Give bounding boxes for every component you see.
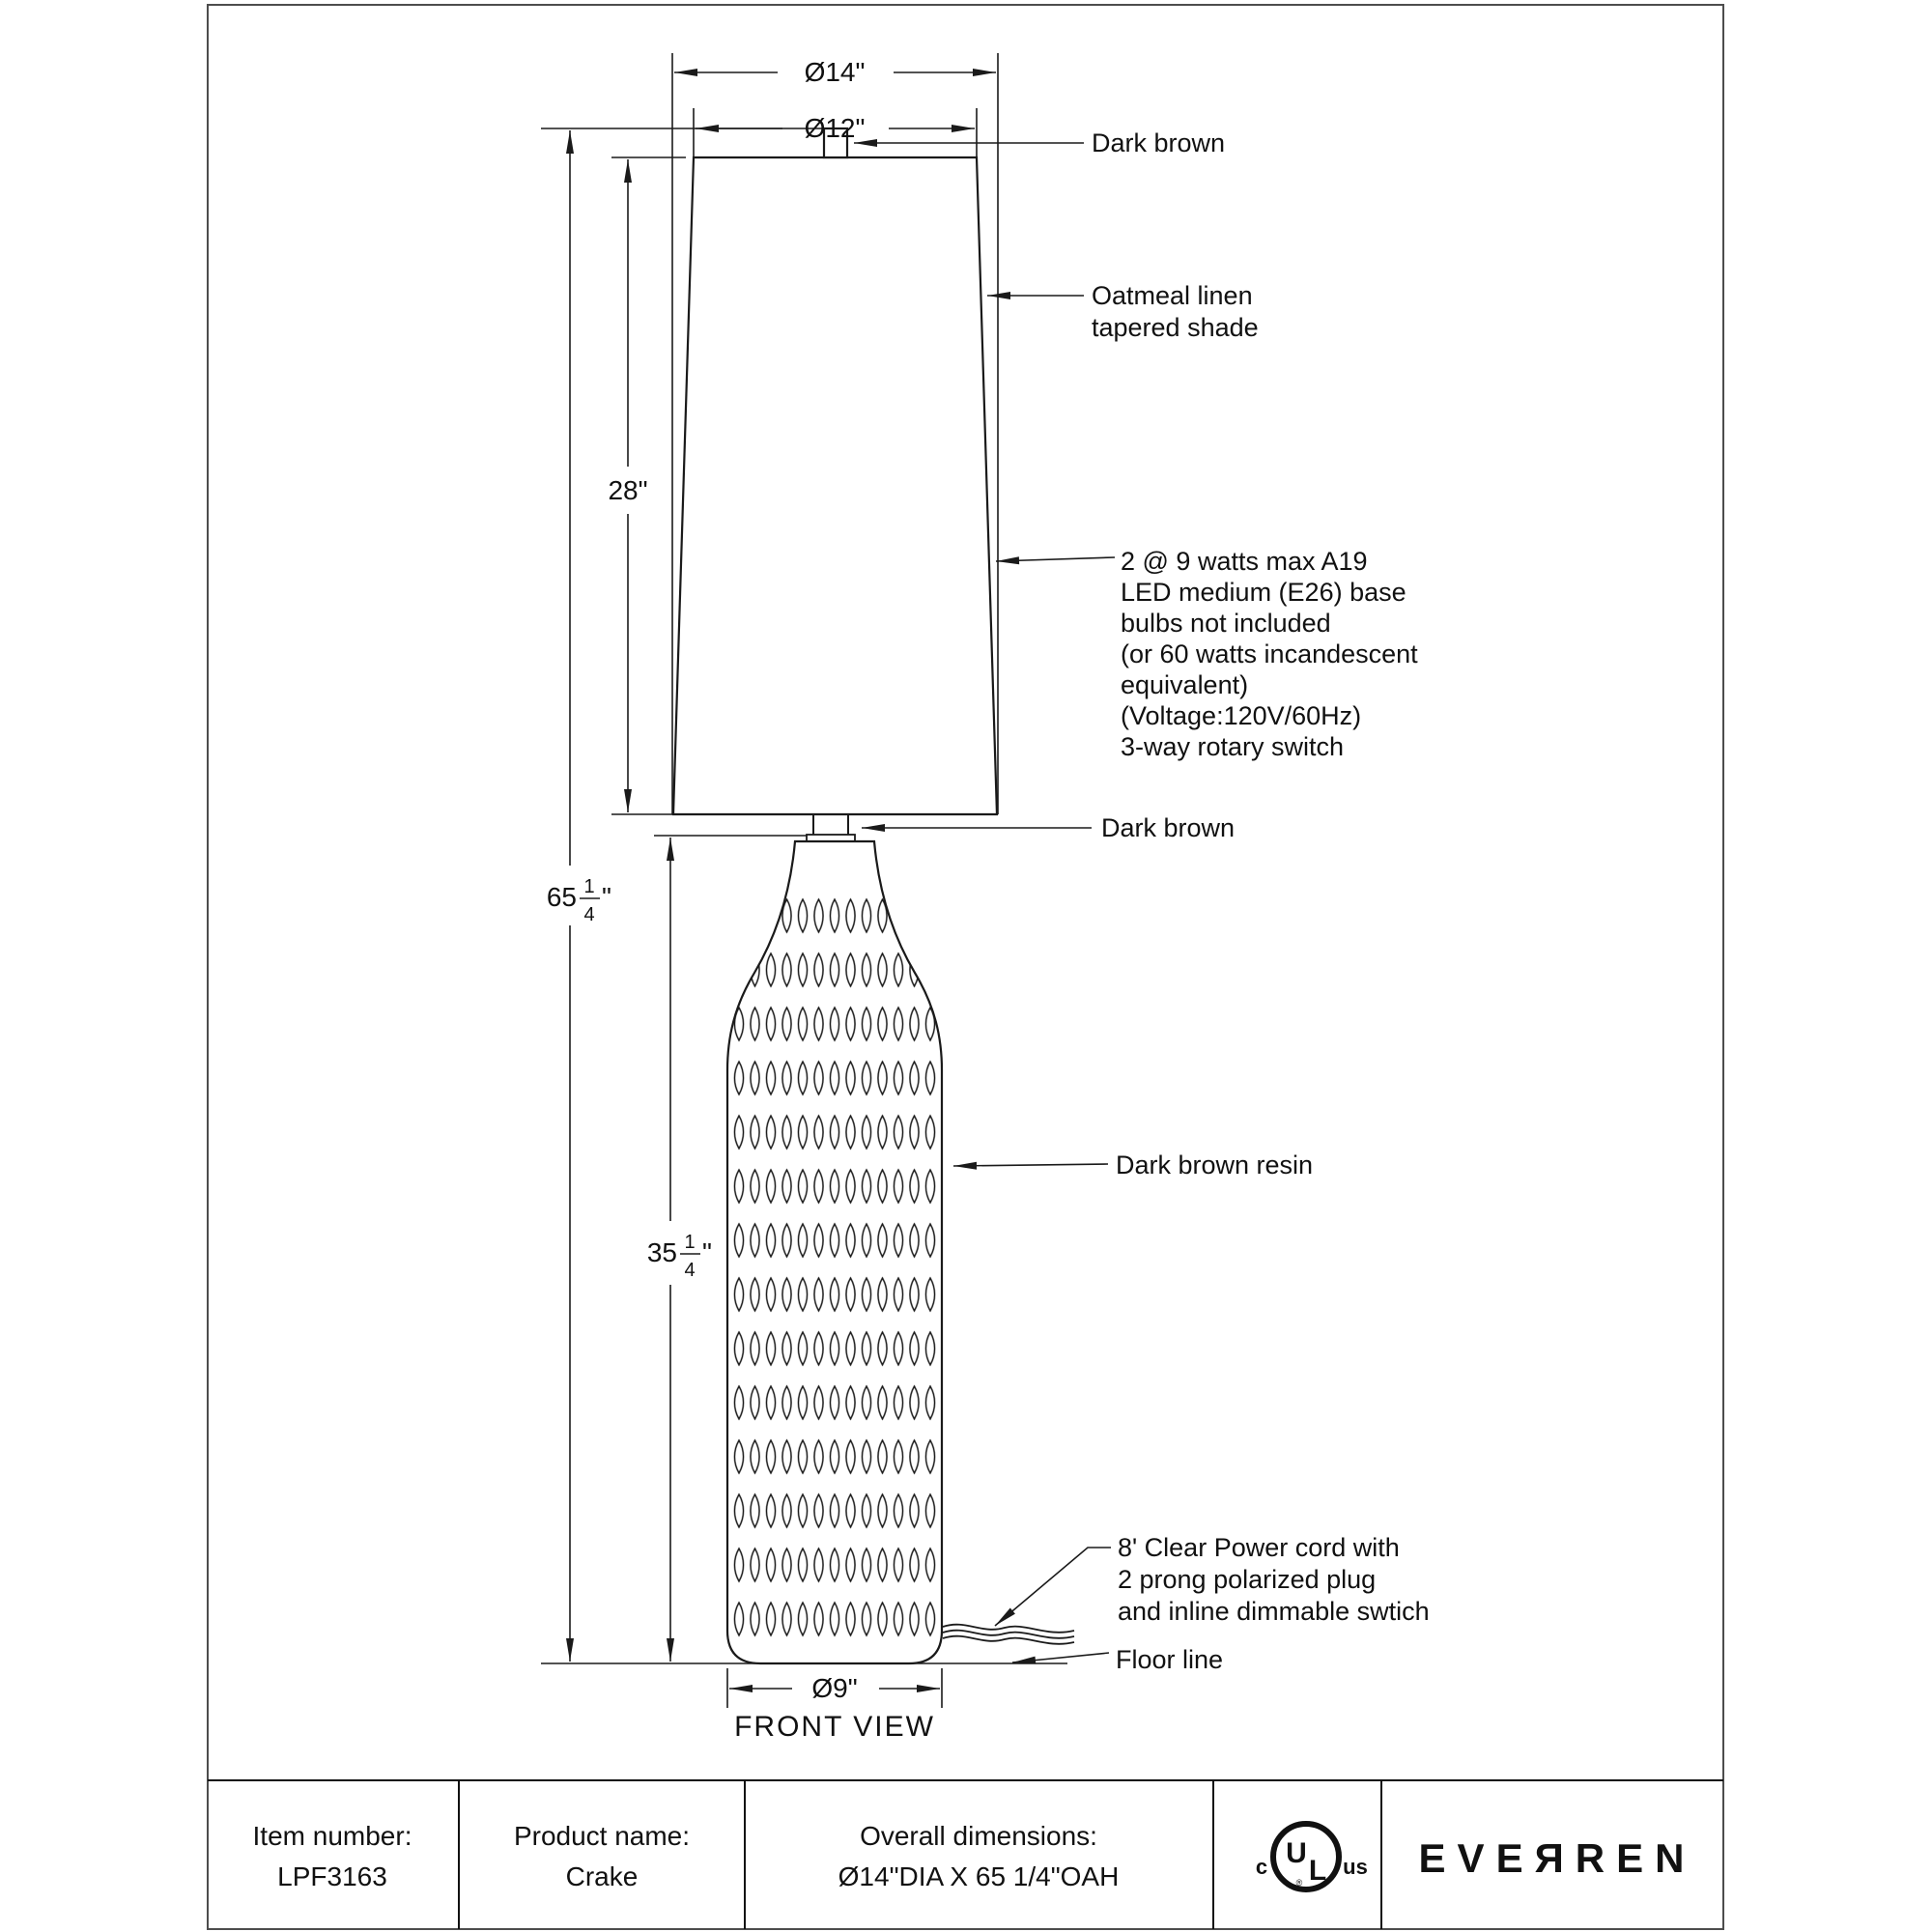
brand-wordmark: EVEЯREN [1418, 1835, 1696, 1881]
lamp-front-view [541, 53, 1115, 1708]
annotation-cord-line-2: and inline dimmable swtich [1118, 1597, 1430, 1626]
front-view-caption: FRONT VIEW [734, 1711, 935, 1743]
annotation-cord-line-1: 2 prong polarized plug [1118, 1565, 1377, 1594]
ul-certification-icon [1256, 1824, 1368, 1889]
ul-mark-u: U [1286, 1837, 1307, 1869]
annotation-cord-line-0: 8' Clear Power cord with [1118, 1533, 1400, 1562]
annotation-shade-line-1: tapered shade [1092, 313, 1259, 342]
product-name-value: Crake [565, 1861, 639, 1891]
annotation-bulb-line-6: 3-way rotary switch [1121, 732, 1345, 761]
annotation-shade-line-0: Oatmeal linen [1092, 281, 1253, 310]
overall-dimensions-value: Ø14"DIA X 65 1/4"OAH [838, 1861, 1120, 1891]
lamp-body [715, 841, 956, 1663]
lamp-shade [673, 157, 997, 814]
dim-overall-height-whole: 65 [546, 882, 577, 912]
dim-body-height [647, 1232, 712, 1281]
dim-overall-height [547, 876, 611, 925]
lamp-neck [807, 814, 855, 841]
dim-overall-height-den: 4 [583, 904, 595, 925]
power-cord [943, 1625, 1074, 1644]
dim-body-height-whole: 35 [646, 1237, 677, 1267]
annotation-neck-color: Dark brown [1101, 813, 1236, 842]
body-texture-pattern [715, 889, 956, 1647]
annotations [1092, 128, 1430, 1674]
annotation-floor-line: Floor line [1116, 1645, 1224, 1674]
annotation-bulb-line-2: bulbs not included [1121, 609, 1331, 638]
leader-floor [1012, 1653, 1109, 1662]
dim-shade-height: 28" [608, 475, 648, 505]
annotation-body-material: Dark brown resin [1116, 1151, 1314, 1179]
footer-table [208, 1780, 1723, 1929]
annotation-bulb-line-4: equivalent) [1121, 670, 1249, 699]
product-name-label: Product name: [513, 1821, 691, 1851]
ul-mark-l: L [1308, 1855, 1327, 1887]
dim-body-height-num: 1 [684, 1232, 696, 1253]
leader-body [953, 1164, 1108, 1166]
dim-overall-height-num: 1 [583, 876, 595, 897]
overall-dimensions-label: Overall dimensions: [860, 1821, 1097, 1851]
leader-cord [995, 1548, 1111, 1626]
item-number-label: Item number: [252, 1821, 412, 1851]
dim-body-height-den: 4 [684, 1260, 696, 1281]
footer-cell-product-name [514, 1821, 690, 1891]
dim-base-dia: Ø9" [811, 1673, 858, 1703]
ul-mark-reg: ® [1295, 1878, 1303, 1888]
annotation-finial-color: Dark brown [1092, 128, 1226, 157]
annotation-bulb-line-3: (or 60 watts incandescent [1121, 639, 1418, 668]
annotation-bulb-line-0: 2 @ 9 watts max A19 [1121, 547, 1368, 576]
footer-cell-item-number [253, 1821, 412, 1891]
item-number-value: LPF3163 [277, 1861, 387, 1891]
leader-bulb [996, 557, 1115, 561]
ul-mark-us: us [1343, 1855, 1368, 1879]
annotation-bulb-line-1: LED medium (E26) base [1121, 578, 1406, 607]
ul-mark-c: c [1255, 1855, 1268, 1879]
dim-body-height-unit: " [702, 1237, 712, 1267]
dim-shade-top-dia: Ø12" [804, 113, 866, 143]
annotation-bulb-line-5: (Voltage:120V/60Hz) [1121, 701, 1362, 730]
dim-overall-height-unit: " [602, 882, 611, 912]
dim-shade-bottom-dia: Ø14" [804, 57, 866, 87]
footer-cell-overall-dimensions [838, 1821, 1120, 1891]
